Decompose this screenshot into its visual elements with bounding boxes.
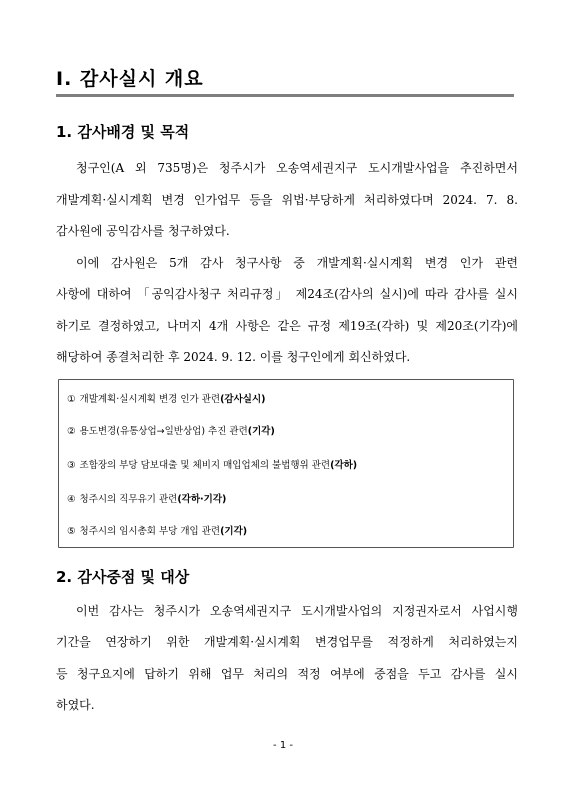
claim-item [67, 391, 266, 405]
paragraph-line: 감사원에 공익감사를 청구하였다. [56, 224, 230, 238]
claim-item [67, 491, 226, 505]
item-text: 조합장의 부당 담보대출 및 체비지 매입업체의 불법행위 관련 [79, 460, 331, 471]
claim-items-box [58, 379, 514, 548]
paragraph-line: 개발계획·실시계획 변경 인가업무 등을 위법·부당하게 처리하였다며 2024. 7. 8. [56, 193, 518, 207]
paragraph-line: 해당하여 종결처리한 후 2024. 9. 12. 이를 청구인에게 회신하였다. [56, 350, 411, 364]
item-text: 청주시의 직무유기 관련 [79, 494, 178, 505]
item-result: (기각) [220, 526, 248, 537]
paragraph-line: 하기로 결정하였고, 나머지 4개 사항은 같은 규정 제19조(각하) 및 제20조(기각)에 [56, 319, 518, 333]
claim-item [67, 523, 247, 537]
section-title-background: 1. 감사배경 및 목적 [56, 123, 190, 141]
paragraph-line: 청구인(A 외 735명)은 청주시가 오송역세권지구 도시개발사업을 추진하면서 [76, 161, 518, 175]
paragraph-line: 기간을 연장하기 위한 개발계획·실시계획 변경업무를 적정하게 처리하였는지 [56, 635, 518, 649]
item-result: (기각) [247, 426, 275, 437]
paragraph-line: 하였다. [56, 698, 95, 712]
section-title-focus: 2. 감사중점 및 대상 [56, 568, 190, 586]
chapter-title: Ⅰ. 감사실시 개요 [56, 68, 204, 90]
item-result: (감사실시) [220, 394, 266, 405]
item-number: ④ [67, 494, 76, 505]
item-result: (각하) [330, 460, 358, 471]
item-text: 용도변경(유통상업→일반상업) 추진 관련 [79, 426, 248, 437]
paragraph-line: 사항에 대하여 「공익감사청구 처리규정」 제24조(감사의 실시)에 따라 감사를 실시 [56, 287, 518, 301]
claim-item [67, 423, 275, 437]
item-number: ③ [67, 460, 76, 471]
item-number: ⑤ [67, 526, 76, 537]
item-number: ② [67, 426, 76, 437]
paragraph-line: 이번 감사는 청주시가 오송역세권지구 도시개발사업의 지정권자로서 사업시행 [76, 604, 518, 618]
claim-item [67, 457, 357, 471]
paragraph-line: 등 청구요지에 답하기 위해 업무 처리의 적정 여부에 중점을 두고 감사를 실시 [56, 667, 518, 681]
item-result: (각하·기각) [177, 494, 227, 505]
chapter-title-rule [56, 94, 514, 97]
item-number: ① [67, 394, 76, 405]
item-text: 개발계획·실시계획 변경 인가 관련 [79, 394, 221, 405]
page-number: - 1 - [273, 740, 293, 751]
item-text: 청주시의 임시총회 부당 개입 관련 [79, 526, 221, 537]
paragraph-line: 이에 감사원은 5개 감사 청구사항 중 개발계획·실시계획 변경 인가 관련 [76, 256, 518, 270]
